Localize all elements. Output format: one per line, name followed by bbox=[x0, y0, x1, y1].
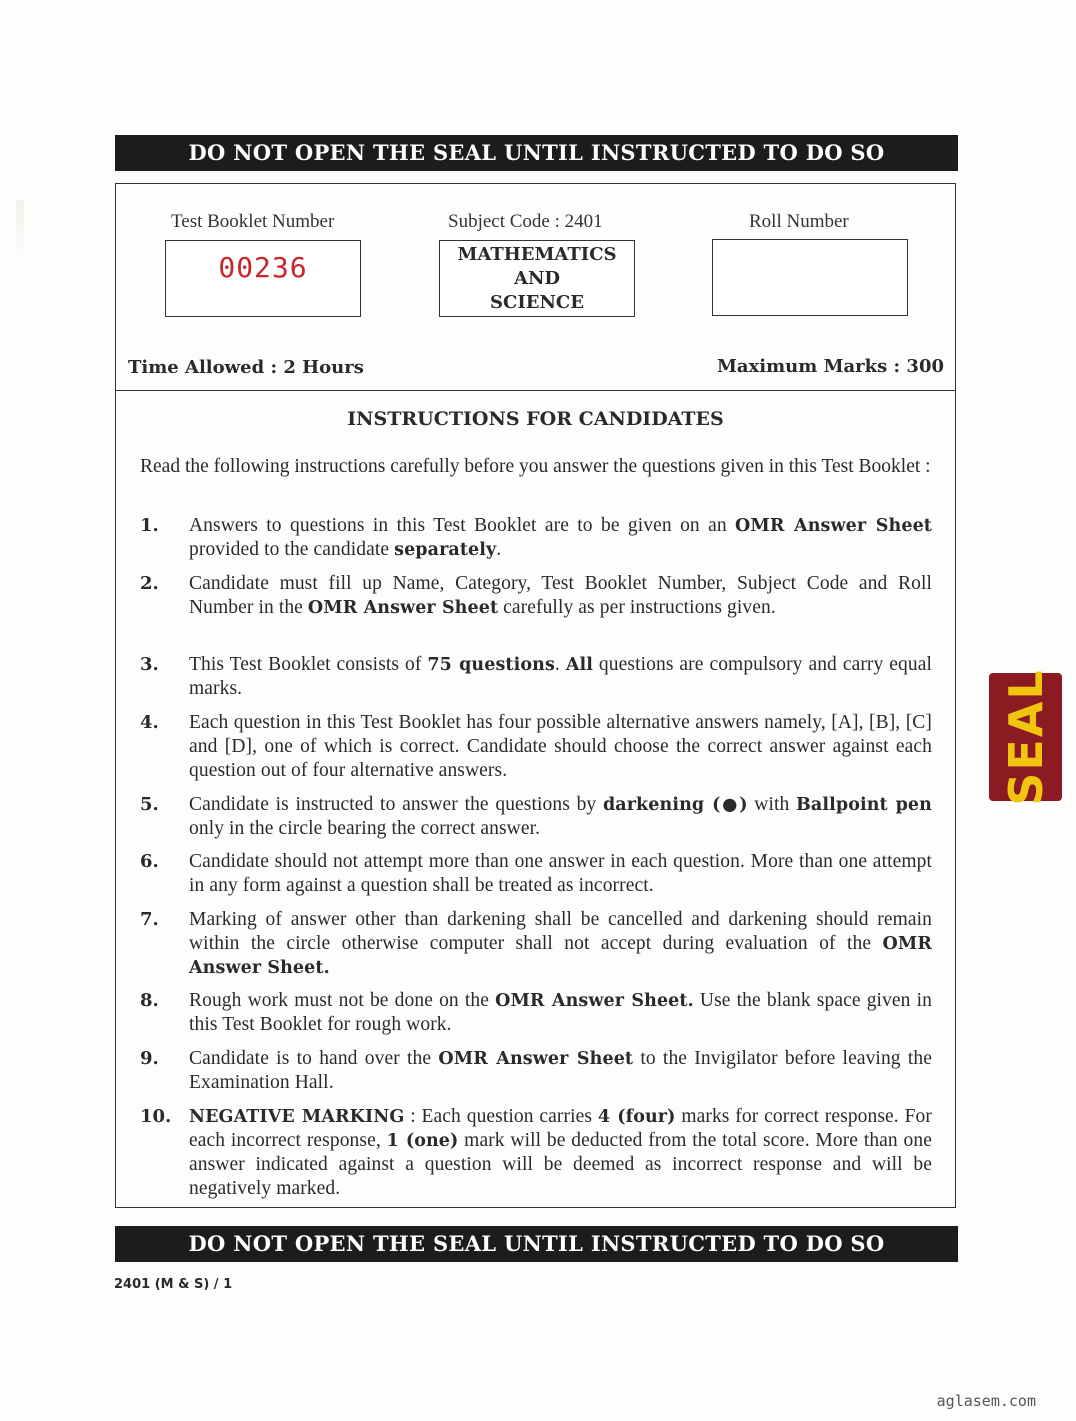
instruction-text: Candidate should not attempt more than one answer in each question. More than one attempt in any form against a question shall be treated as incorrect. bbox=[189, 851, 932, 896]
time-allowed: Time Allowed : 2 Hours bbox=[128, 357, 364, 378]
instructions-intro: Read the following instructions carefully before you answer the questions given in this Test Booklet : bbox=[140, 456, 931, 477]
instruction-text: Rough work must not be done on the OMR Answer Sheet. Use the blank space given in this Test Booklet for rough work. bbox=[189, 990, 932, 1035]
watermark: aglasem.com bbox=[936, 1392, 1036, 1410]
subject-code-label: Subject Code : 2401 bbox=[448, 211, 603, 232]
instruction-text: This Test Booklet consists of 75 questions. All questions are compulsory and carry equal marks. bbox=[189, 654, 933, 699]
instructions-title: INSTRUCTIONS FOR CANDIDATES bbox=[347, 408, 724, 430]
bottom-warning-banner: DO NOT OPEN THE SEAL UNTIL INSTRUCTED TO DO SO bbox=[115, 1226, 958, 1262]
booklet-number-value: 00236 bbox=[218, 251, 308, 284]
subject-line-2: AND bbox=[513, 268, 561, 289]
instruction-text: Answers to questions in this Test Booklet are to be given on an OMR Answer Sheet provided to the candidate separately. bbox=[189, 515, 932, 560]
instruction-number: 3. bbox=[140, 654, 159, 675]
header-divider bbox=[115, 390, 956, 391]
seal-tab[interactable] bbox=[989, 668, 1062, 806]
maximum-marks: Maximum Marks : 300 bbox=[716, 356, 944, 377]
instruction-text: Candidate is instructed to answer the questions by darkening (●) with Ballpoint pen only in the circle bearing the correct answer. bbox=[189, 794, 932, 839]
booklet-number-box bbox=[165, 240, 361, 317]
instruction-text: Marking of answer other than darkening shall be cancelled and darkening should remain within the circle otherwise computer shall not accept during evaluation of the OMR Answer Sheet. bbox=[189, 909, 932, 978]
instruction-text: Candidate is to hand over the OMR Answer Sheet to the Invigilator before leaving the Examination Hall. bbox=[189, 1048, 932, 1093]
instruction-number: 9. bbox=[140, 1048, 159, 1069]
instruction-number: 2. bbox=[140, 573, 159, 594]
instruction-number: 4. bbox=[140, 712, 159, 733]
instruction-number: 10. bbox=[140, 1106, 172, 1127]
roll-number-label: Roll Number bbox=[749, 211, 849, 232]
instruction-text: Each question in this Test Booklet has four possible alternative answers namely, [A], [B], [C] and [D], one of which is correct. Candidate should choose the correct answer against each question out of four alternative answers. bbox=[189, 712, 932, 781]
seal-label: SEAL bbox=[998, 668, 1053, 806]
page-code: 2401 (M & S) / 1 bbox=[114, 1277, 233, 1292]
subject-line-3: SCIENCE bbox=[490, 292, 584, 313]
top-warning-banner: DO NOT OPEN THE SEAL UNTIL INSTRUCTED TO DO SO bbox=[115, 135, 958, 171]
roll-number-box[interactable] bbox=[712, 239, 908, 316]
subject-box bbox=[439, 240, 635, 317]
instruction-number: 6. bbox=[140, 851, 159, 872]
instruction-text: Candidate must fill up Name, Category, Test Booklet Number, Subject Code and Roll Number in the OMR Answer Sheet carefully as per instructions given. bbox=[189, 573, 932, 618]
scan-smudge bbox=[16, 200, 24, 260]
instruction-text: NEGATIVE MARKING : Each question carries 4 (four) marks for correct response. For each incorrect response, 1 (one) mark will be deducted from the total score. More than one answer indicated against a question will be deemed as incorrect response and will be negatively marked. bbox=[189, 1106, 932, 1199]
instruction-number: 8. bbox=[140, 990, 159, 1011]
instruction-number: 1. bbox=[140, 515, 159, 536]
booklet-number-label: Test Booklet Number bbox=[171, 211, 335, 232]
instruction-number: 7. bbox=[140, 909, 159, 930]
subject-line-1: MATHEMATICS bbox=[457, 244, 617, 265]
instruction-number: 5. bbox=[140, 794, 159, 815]
